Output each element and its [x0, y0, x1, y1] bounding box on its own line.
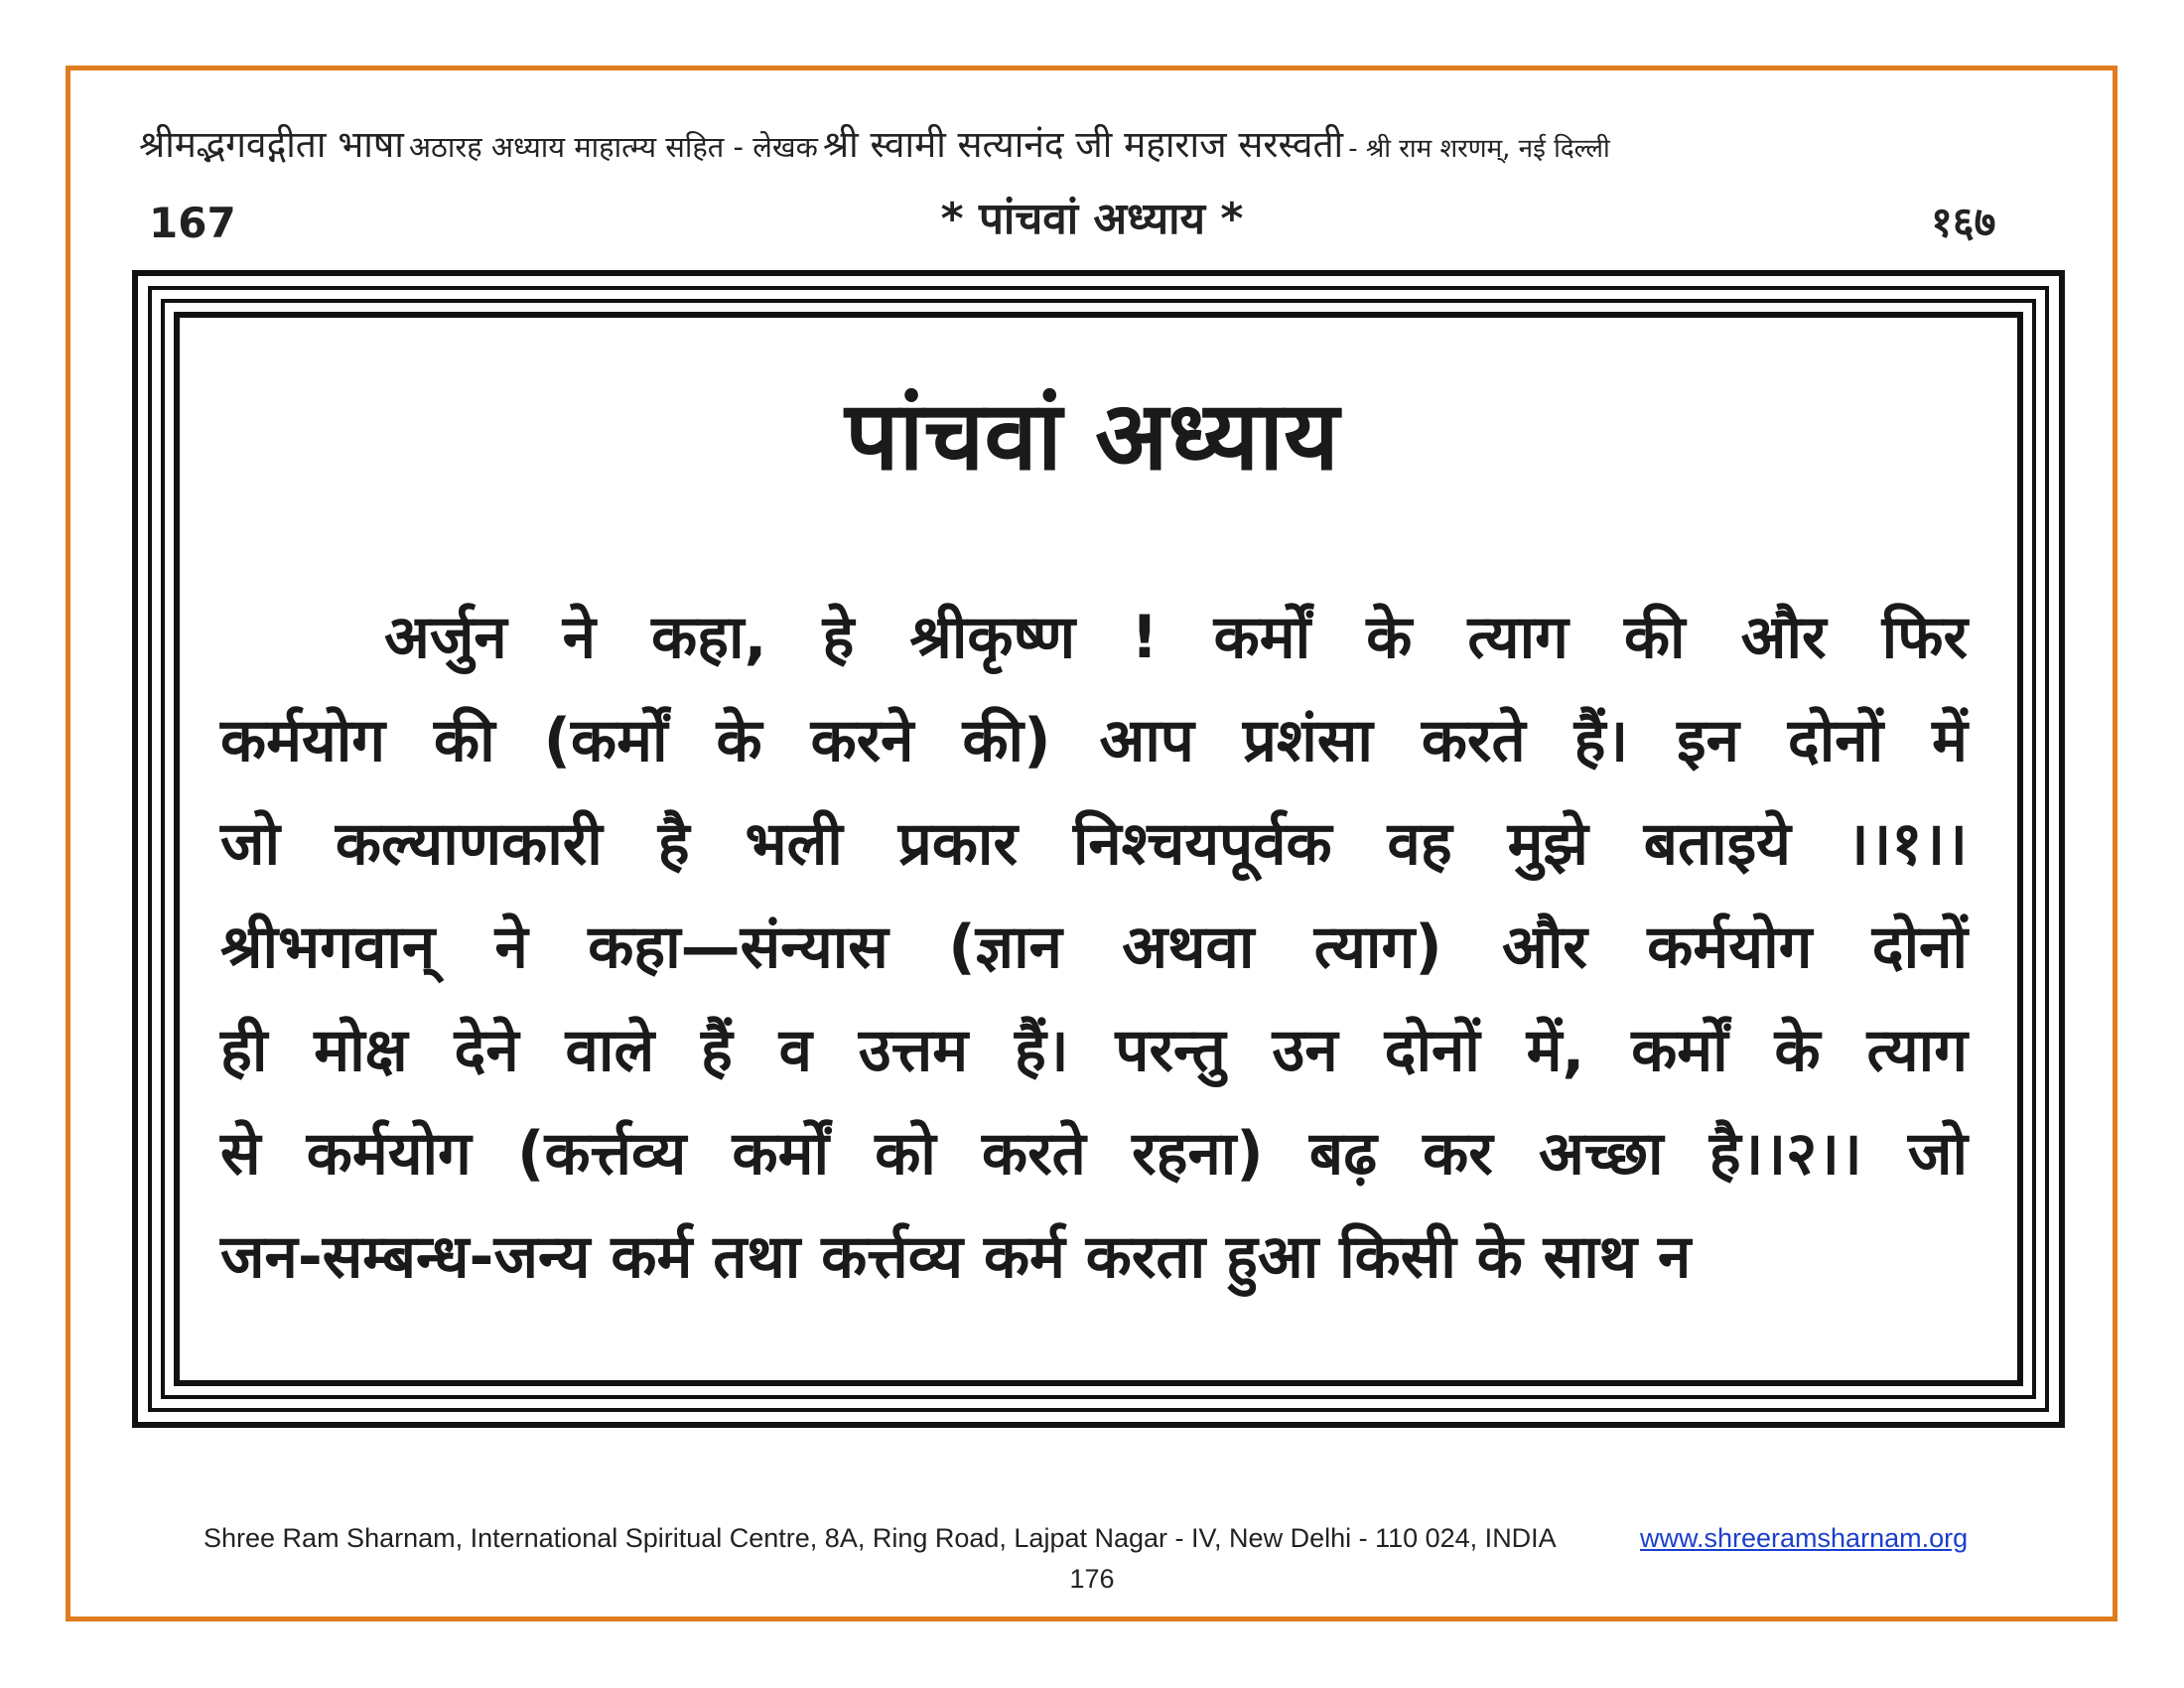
- verse-line: जन-सम्बन्ध-जन्य कर्म तथा कर्त्तव्य कर्म करता हुआ किसी के साथ न: [220, 1222, 1692, 1292]
- verse-line: ही मोक्ष देने वाले हैं व उत्तम हैं। परन्तु उन दोनों में, कर्मों के त्याग: [220, 1016, 1968, 1085]
- website-link[interactable]: www.shreeramsharnam.org: [1640, 1523, 1969, 1553]
- page-number-arabic: 167: [149, 199, 236, 247]
- publisher-name: - श्री राम शरणम्, नई दिल्ली: [1348, 134, 1610, 164]
- verse-line: कर्मयोग की (कर्मों के करने की) आप प्रशंसा करते हैं। इन दोनों में: [220, 706, 1968, 775]
- verse-line: जो कल्याणकारी है भली प्रकार निश्चयपूर्वक वह मुझे बताइये ।।१।।: [220, 809, 1968, 879]
- chapter-title: पांचवां अध्याय: [845, 380, 1339, 492]
- verse-body: [220, 586, 1968, 1309]
- footer-address: Shree Ram Sharnam, International Spiritual Centre, 8A, Ring Road, Lajpat Nagar - IV, New Delhi - 110 024, INDIA: [204, 1523, 1557, 1553]
- author-name: श्री स्वामी सत्यानंद जी महाराज सरस्वती: [822, 123, 1344, 166]
- page-number-devanagari: १६७: [1931, 198, 1996, 246]
- verse-line: श्रीभगवान् ने कहा—संन्यास (ज्ञान अथवा त्याग) और कर्मयोग दोनों: [220, 913, 1968, 982]
- running-header: [139, 117, 2045, 168]
- footer-page-number: 176: [1069, 1564, 1115, 1594]
- chapter-running-title: * पांचवां अध्याय *: [940, 194, 1244, 244]
- verse-line: अर्जुन ने कहा, हे श्रीकृष्ण ! कर्मों के त्याग की और फिर: [384, 603, 1968, 672]
- book-title: श्रीमद्भगवद्गीता भाषा: [139, 123, 404, 166]
- book-subtitle: अठारह अध्याय माहात्म्य सहित - लेखक: [408, 130, 818, 164]
- verse-line: से कर्मयोग (कर्त्तव्य कर्मों को करते रहना) बढ़ कर अच्छा है।।२।। जो: [220, 1119, 1968, 1189]
